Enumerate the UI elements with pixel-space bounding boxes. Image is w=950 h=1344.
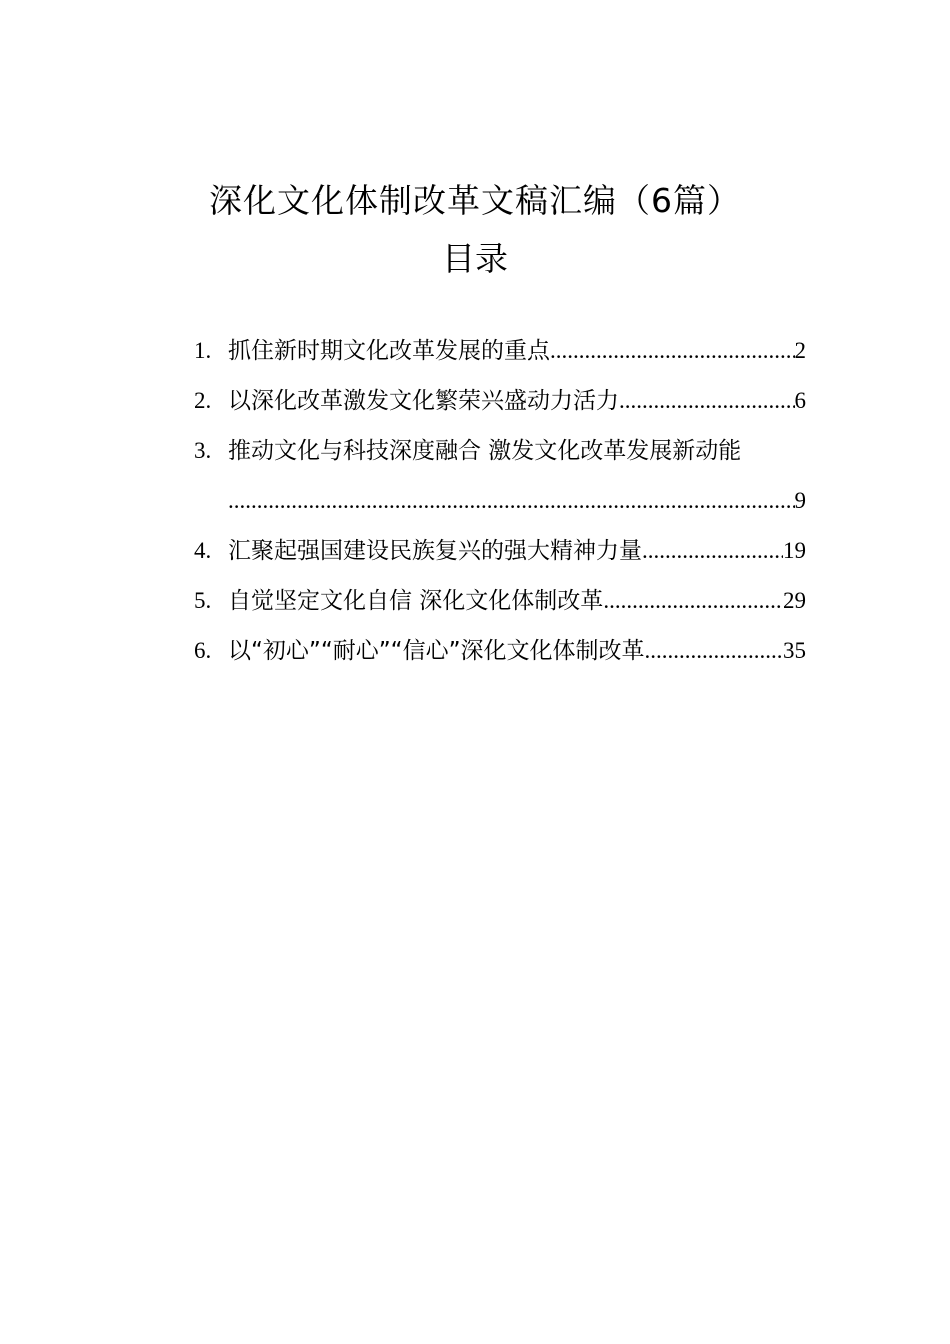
toc-entry-page: 2 <box>794 338 806 363</box>
dot-leader <box>642 526 783 576</box>
toc-entry-1[interactable] <box>194 326 806 376</box>
dot-leader <box>603 576 783 626</box>
document-title: 深化文化体制改革文稿汇编（6篇） <box>209 181 741 220</box>
dot-leader <box>645 626 784 676</box>
toc-entry-page: 19 <box>783 538 806 563</box>
toc-entry-title: 推动文化与科技深度融合 激发文化改革发展新动能 <box>228 438 742 464</box>
toc-entry-number: 3. <box>194 438 212 463</box>
dot-leader <box>550 326 795 376</box>
toc-entry-title: 以“初心”“耐心”“信心”深化文化体制改革 <box>228 638 645 664</box>
toc-entry-title: 以深化改革激发文化繁荣兴盛动力活力 <box>228 388 619 414</box>
toc-entry-page: 29 <box>783 588 806 613</box>
dot-leader <box>619 376 795 426</box>
toc-entry-number: 4. <box>194 538 212 563</box>
toc-entry-number: 1. <box>194 338 212 363</box>
dot-leader <box>228 476 795 526</box>
toc-entry-4[interactable] <box>194 526 806 576</box>
toc-entry-2[interactable] <box>194 376 806 426</box>
toc-entry-5[interactable] <box>194 576 806 626</box>
toc-entry-title: 抓住新时期文化改革发展的重点 <box>228 338 550 364</box>
toc-entry-page: 35 <box>783 638 806 663</box>
toc-entry-title: 汇聚起强国建设民族复兴的强大精神力量 <box>228 538 642 564</box>
title-block <box>0 178 950 282</box>
table-of-contents <box>194 326 806 676</box>
toc-entry-page: 9 <box>794 488 806 513</box>
toc-heading: 目录 <box>442 239 508 278</box>
toc-entry-number: 5. <box>194 588 212 613</box>
toc-entry-6[interactable] <box>194 626 806 676</box>
toc-entry-number: 2. <box>194 388 212 413</box>
toc-entry-3[interactable] <box>194 426 806 526</box>
toc-entry-title: 自觉坚定文化自信 深化文化体制改革 <box>228 588 604 614</box>
toc-entry-page: 6 <box>794 388 806 413</box>
toc-entry-number: 6. <box>194 638 212 663</box>
